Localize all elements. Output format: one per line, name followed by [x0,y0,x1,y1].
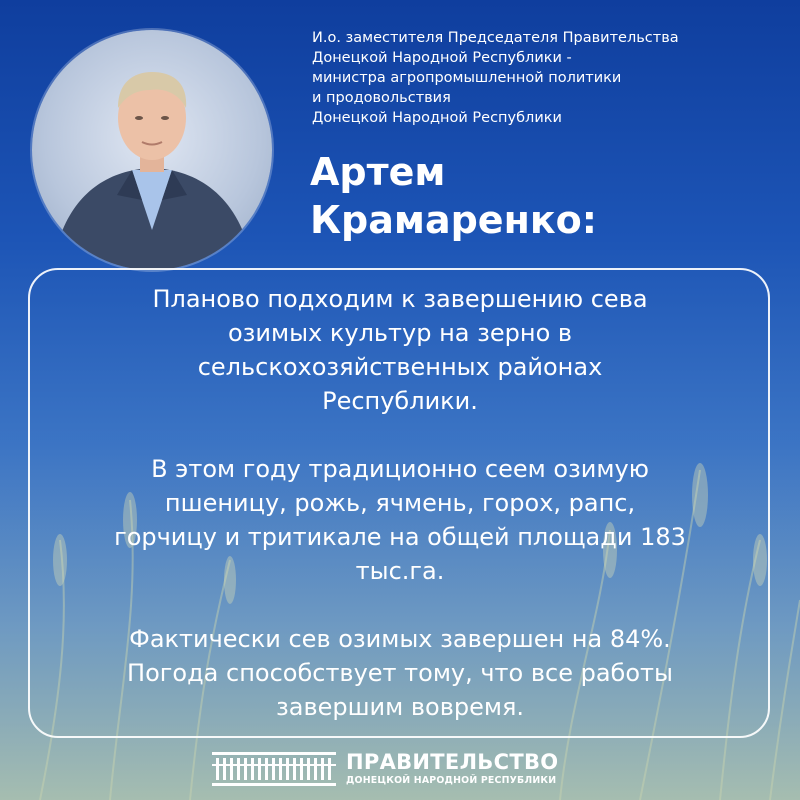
position-line: И.о. заместителя Председателя Правительства [312,30,679,46]
government-logo [212,748,612,792]
quote-line: тыс.га. [355,557,445,585]
quote-line: Планово подходим к завершению сева [152,285,648,313]
position-line: и продовольствия [312,90,451,106]
quote-line: Фактически сев озимых завершен на 84%. [129,625,671,653]
quote-line: горчицу и тритикале на общей площади 183 [114,523,686,551]
position-line: министра агропромышленной политики [312,70,622,86]
official-position [312,28,772,128]
quote-paragraph [40,622,760,724]
quote-line: В этом году традиционно сеем озимую [151,455,649,483]
quote-line: сельскохозяйственных районах [197,353,603,381]
quote-line: Погода способствует тому, что все работы [127,659,673,687]
person-name [310,148,770,244]
person-last-name: Крамаренко: [310,198,597,242]
quote-line: завершим вовремя. [275,693,525,721]
quote-line: Республики. [322,387,478,415]
quote-text [40,282,760,724]
government-building-icon [212,752,336,786]
logo-title: ПРАВИТЕЛЬСТВО [346,750,559,774]
quote-line: озимых культур на зерно в [227,319,573,347]
quote-line: пшеницу, рожь, ячмень, горох, рапс, [164,489,636,517]
logo-subtitle: ДОНЕЦКОЙ НАРОДНОЙ РЕСПУБЛИКИ [346,775,557,786]
person-first-name: Артем [310,150,446,194]
position-line: Донецкой Народной Республики - [312,50,572,66]
quote-paragraph [40,282,760,418]
portrait-photo [32,30,272,270]
position-line: Донецкой Народной Республики [312,110,562,126]
quote-paragraph [40,452,760,588]
